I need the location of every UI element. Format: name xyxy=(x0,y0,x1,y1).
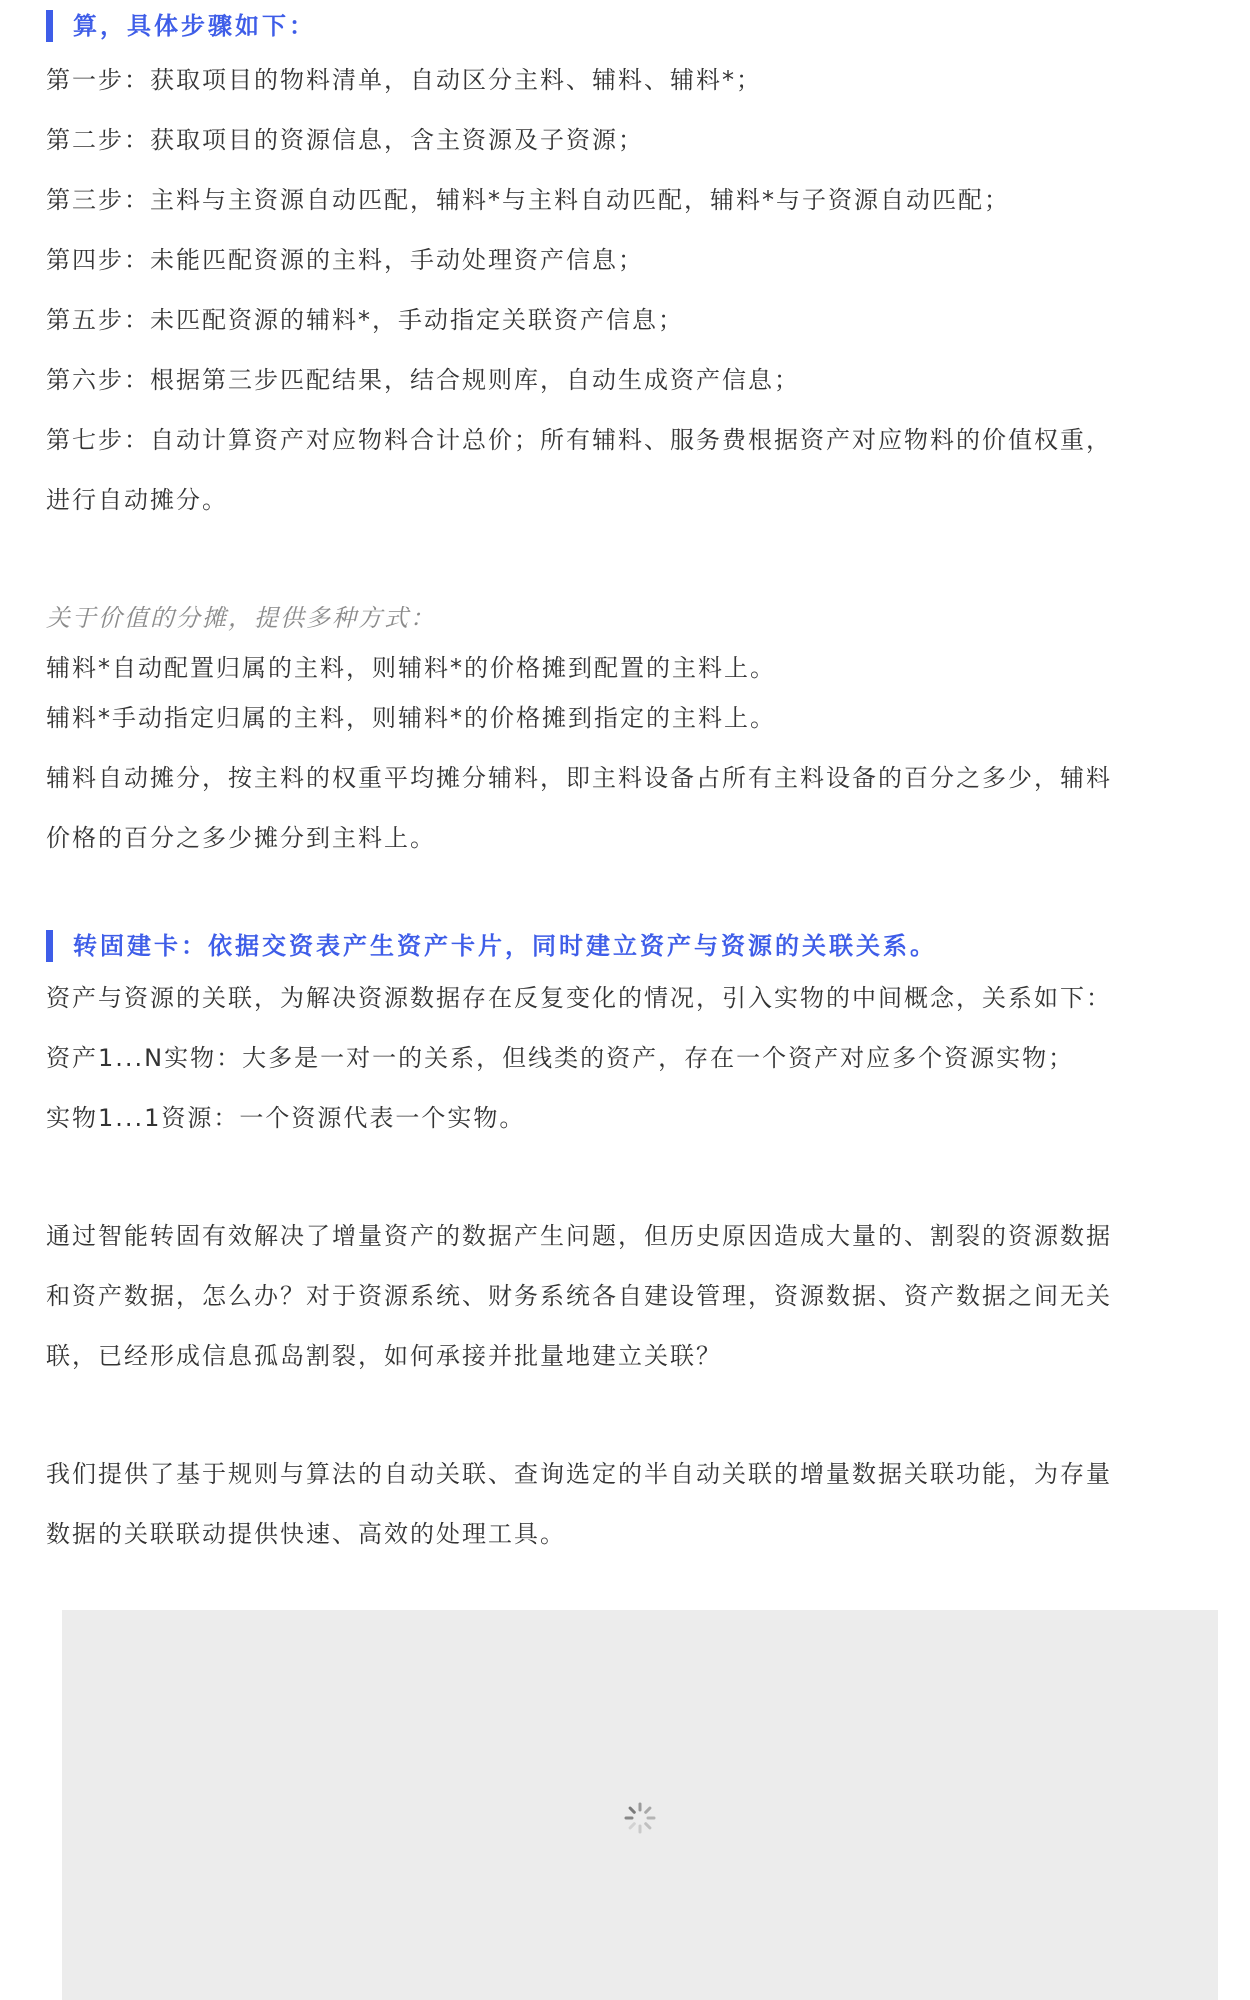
step-4: 第四步：未能匹配资源的主料，手动处理资产信息； xyxy=(46,246,644,274)
section-heading-asset-card: 转固建卡：依据交资表产生资产卡片，同时建立资产与资源的关联关系。 xyxy=(46,930,937,962)
paragraph-3-line-2: 和资产数据，怎么办？对于资源系统、财务系统各自建设管理，资源数据、资产数据之间无关 xyxy=(46,1282,1112,1310)
paragraph-4-line-2: 数据的关联联动提供快速、高效的处理工具。 xyxy=(46,1520,566,1548)
allocation-line-2: 辅料*手动指定归属的主料，则辅料*的价格摊到指定的主料上。 xyxy=(46,704,776,732)
relation-asset-entity: 资产1...N实物：大多是一对一的关系，但线类的资产，存在一个资产对应多个资源实物； xyxy=(46,1044,1075,1072)
step-1: 第一步：获取项目的物料清单，自动区分主料、辅料、辅料*； xyxy=(46,66,762,94)
relation-intro: 资产与资源的关联，为解决资源数据存在反复变化的情况，引入实物的中间概念，关系如下： xyxy=(46,984,1112,1012)
allocation-line-3: 辅料自动摊分，按主料的权重平均摊分辅料，即主料设备占所有主料设备的百分之多少，辅料 xyxy=(46,764,1112,792)
paragraph-4-line-1: 我们提供了基于规则与算法的自动关联、查询选定的半自动关联的增量数据关联功能，为存量 xyxy=(46,1460,1112,1488)
relation-entity-resource: 实物1...1资源：一个资源代表一个实物。 xyxy=(46,1104,526,1132)
step-5: 第五步：未匹配资源的辅料*，手动指定关联资产信息； xyxy=(46,306,684,334)
step-7: 第七步：自动计算资产对应物料合计总价；所有辅料、服务费根据资产对应物料的价值权重， xyxy=(46,426,1112,454)
image-placeholder xyxy=(62,1610,1218,2000)
step-6: 第六步：根据第三步匹配结果，结合规则库，自动生成资产信息； xyxy=(46,366,800,394)
allocation-note: 关于价值的分摊，提供多种方式： xyxy=(46,604,436,632)
step-2: 第二步：获取项目的资源信息，含主资源及子资源； xyxy=(46,126,644,154)
paragraph-3-line-3: 联，已经形成信息孤岛割裂，如何承接并批量地建立关联？ xyxy=(46,1342,722,1370)
step-7-continued: 进行自动摊分。 xyxy=(46,486,228,514)
step-3: 第三步：主料与主资源自动匹配，辅料*与主料自动匹配，辅料*与子资源自动匹配； xyxy=(46,186,1010,214)
section-heading-steps: 算，具体步骤如下： xyxy=(46,10,316,42)
paragraph-3-line-1: 通过智能转固有效解决了增量资产的数据产生问题，但历史原因造成大量的、割裂的资源数据 xyxy=(46,1222,1112,1250)
allocation-line-1: 辅料*自动配置归属的主料，则辅料*的价格摊到配置的主料上。 xyxy=(46,654,776,682)
allocation-line-4: 价格的百分之多少摊分到主料上。 xyxy=(46,824,436,852)
loading-spinner-icon xyxy=(624,1802,656,1834)
